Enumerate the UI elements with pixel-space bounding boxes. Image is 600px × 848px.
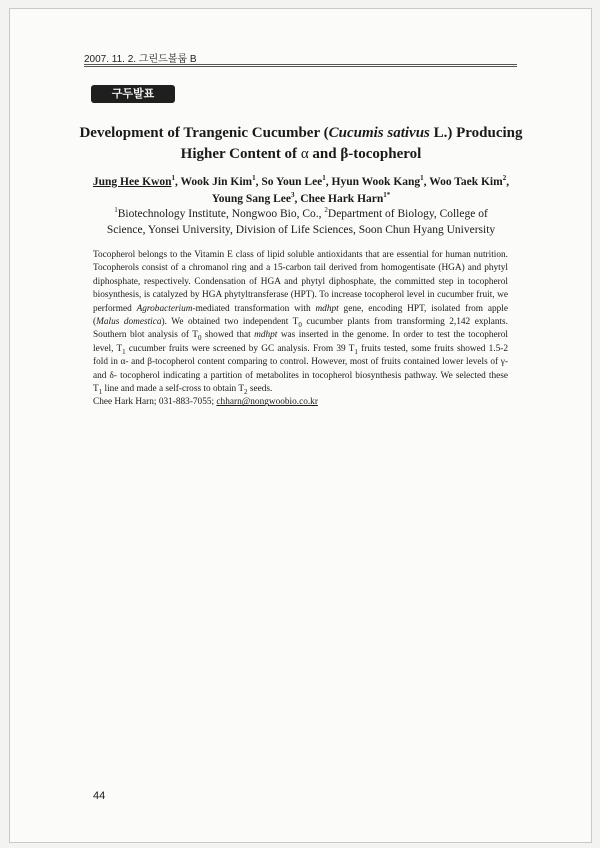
affil-text: Biotechnology Institute, Nongwoo Bio, Co., xyxy=(117,208,325,220)
title-text: Higher Content of xyxy=(180,146,301,162)
title-text: Development of Trangenic Cucumber ( xyxy=(79,125,329,141)
abstract-italic: Agrobacterium xyxy=(136,303,193,314)
header-rule xyxy=(84,64,517,65)
author-name: Jung Hee Kwon xyxy=(92,176,172,188)
abstract-text: gene, encoding HPT, isolated from apple ( xyxy=(93,303,509,328)
author-sup: 1 xyxy=(171,174,175,183)
title-text: and xyxy=(308,146,341,162)
author-name: Wook Jin Kim xyxy=(180,176,253,188)
header-rule-double xyxy=(84,66,517,67)
abstract-italic: Malus domestica xyxy=(96,317,162,328)
author-name: Young Sang Lee xyxy=(211,193,291,205)
abstract-text: line and made a self-cross to obtain T xyxy=(102,384,245,395)
author-list: Jung Hee Kwon$^1$, Wook Jin Kim$^1$, So Youn Lee$^1$, Hyun Wook Kang$^1$, Woo Taek Kim$^2$, Young Sang Lee$^3$, Chee Hark Harn$^{1*}$ xyxy=(92,174,510,205)
abstract xyxy=(93,249,508,410)
abstract-paragraph xyxy=(93,249,508,396)
abstract-sub: 1 xyxy=(354,347,358,356)
abstract-sub: 1 xyxy=(98,387,103,396)
abstract-italic: mdhpt xyxy=(315,303,339,314)
paper-title xyxy=(60,123,542,165)
title-beta-tocopherol: β-tocopherol xyxy=(340,146,422,162)
abstract-sub: 0 xyxy=(298,320,302,329)
author-sup: 1 xyxy=(252,174,256,183)
title-text: L.) Producing xyxy=(429,125,523,141)
abstract-text: seeds. xyxy=(247,384,273,395)
author-sup: 1 xyxy=(322,174,326,183)
author-name: Woo Taek Kim xyxy=(429,176,503,188)
abstract-sub: 0 xyxy=(197,334,202,343)
author-name: So Youn Lee xyxy=(261,176,323,188)
abstract-text: was inserted in the genome. In order to test the tocopherol level, T xyxy=(93,330,508,354)
abstract-text: cucumber plants from transforming 2,142 explants. Southern blot analysis of T xyxy=(93,317,508,341)
abstract-text: fruits tested, some fruits showed 1.5-2 fold in α- and β-tocopherol content comparing to control. However, most of fruits contained lower levels of γ- and δ- tocopherol indicating a partition of metabolites in tocopherol biosynthesis pathway. We selected these T xyxy=(93,343,508,395)
abstract-text: -mediated transformation with xyxy=(192,303,316,314)
abstract-text: cucumber fruits were screened by GC analysis. From 39 T xyxy=(125,343,355,354)
author-sup: 3 xyxy=(290,191,295,200)
contact-line xyxy=(93,396,508,409)
contact-text: Chee Hark Harn; 031-883-7055; xyxy=(93,397,217,408)
abstract-text: Tocopherol belongs to the Vitamin E class of lipid soluble antioxidants that are essential for human nutrition. Tocopherols consist of a chromanol ring and a 15-carbon tail derived from homogentisate (HGA) and phytyl diphosphate, respectively. Condensation of HGA and phytyl diphosphate, the committed step in tocopherol biosynthesis, is catalyzed by HGA phytyltransferase (HPT). To increase tocopherol level in cucumber fruit, we performed xyxy=(93,250,508,314)
title-alpha: α xyxy=(300,146,309,162)
affiliations xyxy=(62,206,540,238)
abstract-sub: 2 xyxy=(244,387,248,396)
section-tag: 구두발표 xyxy=(91,85,175,103)
abstract-text: showed that xyxy=(201,330,255,341)
title-species: Cucumis sativus xyxy=(328,125,430,141)
author-sup: 1* xyxy=(383,191,391,200)
affil-text: Department of Biology, College of xyxy=(327,208,488,220)
author-name: Chee Hark Harn xyxy=(300,193,384,205)
affil-sup: 1 xyxy=(114,206,118,215)
affil-text: Science, Yonsei University, Division of Life Sciences, Soon Chun Hyang University xyxy=(106,224,496,236)
abstract-text: ). We obtained two independent T xyxy=(161,317,299,328)
page-number: 44 xyxy=(93,790,106,802)
abstract-sub: 1 xyxy=(122,347,126,356)
abstract-italic: mdhpt xyxy=(254,330,278,341)
author-sup: 1 xyxy=(420,174,424,183)
affil-sup: 2 xyxy=(324,206,328,215)
author-sup: 2 xyxy=(502,174,507,183)
contact-email-link[interactable]: chharn@nongwoobio.co.kr xyxy=(216,397,318,408)
journal-header: 2007. 11. 2. 그린드볼룹 B xyxy=(84,54,197,65)
author-name: Hyun Wook Kang xyxy=(331,176,421,188)
